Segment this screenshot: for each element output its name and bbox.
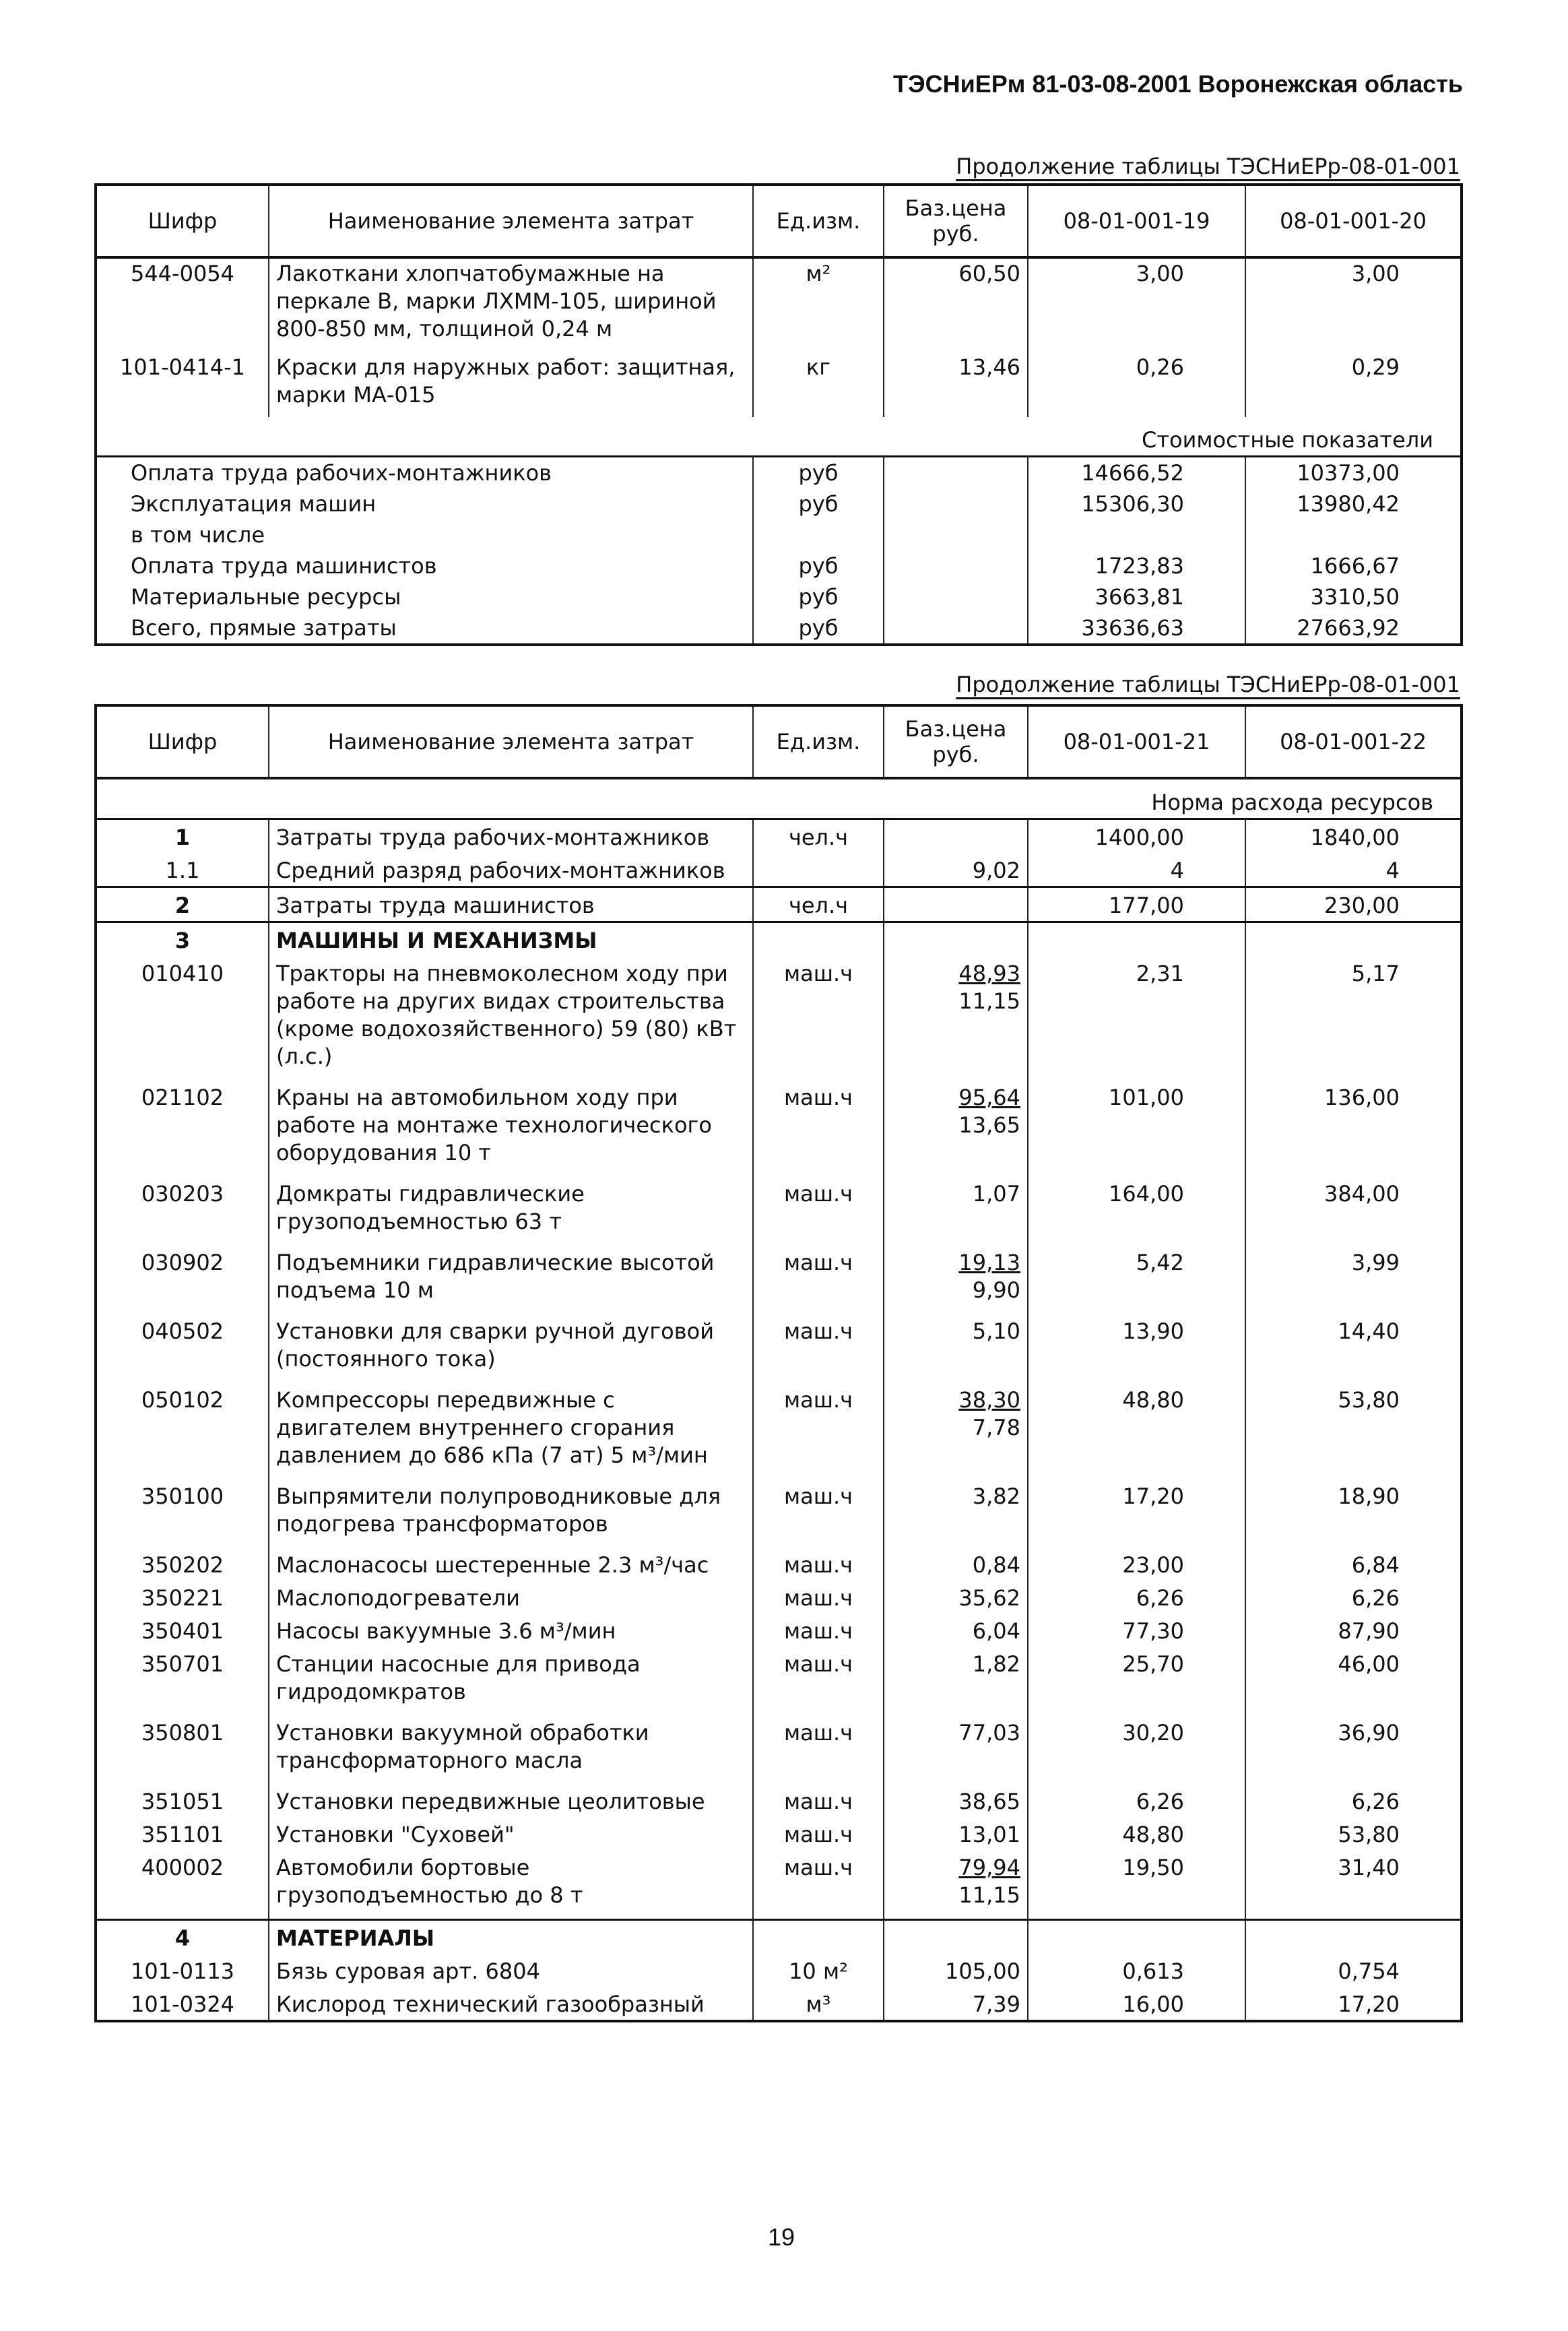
column-header-price: Баз.цена руб. [884, 705, 1028, 778]
base-price-secondary: 11,15 [958, 1882, 1020, 1908]
value-21: 1400,00 [1028, 819, 1245, 854]
table-header-row [96, 705, 1462, 778]
base-price [884, 457, 1028, 489]
base-price-secondary: 7,78 [972, 1415, 1020, 1440]
column-header-code-20: 08-01-001-20 [1245, 185, 1462, 257]
value-22: 18,90 [1245, 1479, 1462, 1547]
resource-name: Затраты труда машинистов [269, 887, 753, 922]
unit: руб [753, 581, 884, 612]
base-price: 105,00 [884, 1954, 1028, 1987]
resource-code: 350801 [96, 1715, 269, 1784]
base-price: 77,03 [884, 1715, 1028, 1784]
table-row [96, 1547, 1462, 1580]
resource-code: 1 [96, 819, 269, 854]
value-20 [1245, 519, 1462, 550]
base-price [884, 819, 1028, 854]
cost-table-2 [94, 704, 1463, 2022]
unit: руб [753, 457, 884, 489]
table-row [96, 1954, 1462, 1987]
unit: маш.ч [753, 1817, 884, 1850]
base-price [884, 581, 1028, 612]
base-price [884, 612, 1028, 645]
value-22: 230,00 [1245, 887, 1462, 922]
unit: маш.ч [753, 1382, 884, 1479]
value-21: 6,26 [1028, 1784, 1245, 1817]
summary-label: Всего, прямые затраты [96, 612, 753, 645]
section-title: Норма расхода ресурсов [96, 778, 1462, 819]
resource-name: Лакоткани хлопчатобумажные на перкале В, марки ЛХММ-105, шириной 800-850 мм, толщиной 0,24 м [269, 257, 753, 352]
value-22: 36,90 [1245, 1715, 1462, 1784]
resource-name: Маслонасосы шестеренные 2.3 м³/час [269, 1547, 753, 1580]
unit: маш.ч [753, 1547, 884, 1580]
base-price: 0,84 [884, 1547, 1028, 1580]
unit: чел.ч [753, 887, 884, 922]
value-22: 4 [1245, 853, 1462, 887]
table-row [96, 1080, 1462, 1176]
value-21: 5,42 [1028, 1245, 1245, 1314]
table-row [96, 1784, 1462, 1817]
value-21: 2,31 [1028, 956, 1245, 1080]
base-price: 48,93 [958, 961, 1020, 986]
resource-name: Установки "Суховей" [269, 1817, 753, 1850]
base-price: 13,01 [884, 1817, 1028, 1850]
base-price-cell [884, 1850, 1028, 1920]
value-21: 25,70 [1028, 1647, 1245, 1715]
value-20: 3,00 [1245, 257, 1462, 352]
value-21: 17,20 [1028, 1479, 1245, 1547]
base-price: 38,30 [958, 1387, 1020, 1413]
base-price: 13,46 [884, 352, 1028, 417]
table-row [96, 1245, 1462, 1314]
unit: 10 м² [753, 1954, 884, 1987]
summary-row [96, 488, 1462, 519]
value-22: 1840,00 [1245, 819, 1462, 854]
page-number: 19 [768, 2223, 795, 2251]
unit: маш.ч [753, 1479, 884, 1547]
base-price: 60,50 [884, 257, 1028, 352]
section-row [96, 417, 1462, 457]
base-price-secondary: 9,90 [972, 1277, 1020, 1303]
value-21: 23,00 [1028, 1547, 1245, 1580]
unit: чел.ч [753, 819, 884, 854]
resource-code: 350701 [96, 1647, 269, 1715]
resource-code: 101-0324 [96, 1987, 269, 2021]
value-22: 31,40 [1245, 1850, 1462, 1920]
value-22: 17,20 [1245, 1987, 1462, 2021]
table-row [96, 1715, 1462, 1784]
base-price: 19,13 [958, 1250, 1020, 1275]
table-row [96, 1176, 1462, 1245]
table-row [96, 1382, 1462, 1479]
column-header-name: Наименование элемента затрат [269, 185, 753, 257]
value-22: 53,80 [1245, 1382, 1462, 1479]
unit: руб [753, 612, 884, 645]
summary-row [96, 457, 1462, 489]
resource-name: Маслоподогреватели [269, 1580, 753, 1614]
resource-code: 010410 [96, 956, 269, 1080]
column-header-name: Наименование элемента затрат [269, 705, 753, 778]
value-19: 1723,83 [1028, 550, 1245, 581]
unit: руб [753, 488, 884, 519]
value-22 [1245, 1920, 1462, 1954]
value-22: 46,00 [1245, 1647, 1462, 1715]
table2-caption: Продолжение таблицы ТЭСНиЕРр-08-01-001 [956, 672, 1460, 697]
base-price-secondary: 13,65 [958, 1112, 1020, 1138]
table-row [96, 1920, 1462, 1954]
base-price: 7,39 [884, 1987, 1028, 2021]
resource-code: 1.1 [96, 853, 269, 887]
unit: маш.ч [753, 956, 884, 1080]
resource-code: 040502 [96, 1314, 269, 1382]
table-row [96, 257, 1462, 352]
table-row [96, 1314, 1462, 1382]
summary-row [96, 612, 1462, 645]
value-19: 0,26 [1028, 352, 1245, 417]
value-22 [1245, 922, 1462, 957]
value-22: 6,84 [1245, 1547, 1462, 1580]
value-21: 6,26 [1028, 1580, 1245, 1614]
base-price: 5,10 [884, 1314, 1028, 1382]
value-21: 16,00 [1028, 1987, 1245, 2021]
resource-code: 030203 [96, 1176, 269, 1245]
table-row [96, 956, 1462, 1080]
base-price [884, 922, 1028, 957]
unit: маш.ч [753, 1850, 884, 1920]
resource-name: Насосы вакуумные 3.6 м³/мин [269, 1614, 753, 1647]
unit [753, 1920, 884, 1954]
table-row [96, 1850, 1462, 1920]
resource-name: Краны на автомобильном ходу при работе на монтаже технологического оборудования 10 т [269, 1080, 753, 1176]
base-price-secondary: 11,15 [958, 988, 1020, 1014]
table-header-row [96, 185, 1462, 257]
value-21: 19,50 [1028, 1850, 1245, 1920]
column-header-unit: Ед.изм. [753, 705, 884, 778]
unit [753, 853, 884, 887]
unit: маш.ч [753, 1080, 884, 1176]
unit: маш.ч [753, 1245, 884, 1314]
resource-name: Выпрямители полупроводниковые для подогрева трансформаторов [269, 1479, 753, 1547]
summary-label: в том числе [96, 519, 753, 550]
base-price [884, 887, 1028, 922]
resource-name: Затраты труда рабочих-монтажников [269, 819, 753, 854]
base-price: 1,82 [884, 1647, 1028, 1715]
resource-name: Кислород технический газообразный [269, 1987, 753, 2021]
value-20: 10373,00 [1245, 457, 1462, 489]
base-price [884, 488, 1028, 519]
value-20: 27663,92 [1245, 612, 1462, 645]
unit: маш.ч [753, 1176, 884, 1245]
value-22: 6,26 [1245, 1784, 1462, 1817]
resource-code: 350401 [96, 1614, 269, 1647]
table-row [96, 1987, 1462, 2021]
base-price: 3,82 [884, 1479, 1028, 1547]
resource-code: 351101 [96, 1817, 269, 1850]
unit: маш.ч [753, 1314, 884, 1382]
resource-name: Подъемники гидравлические высотой подъема 10 м [269, 1245, 753, 1314]
resource-name: МАШИНЫ И МЕХАНИЗМЫ [269, 922, 753, 957]
table1-caption: Продолжение таблицы ТЭСНиЕРр-08-01-001 [956, 154, 1460, 179]
resource-code: 2 [96, 887, 269, 922]
value-20: 3310,50 [1245, 581, 1462, 612]
value-19: 3,00 [1028, 257, 1245, 352]
value-20: 1666,67 [1245, 550, 1462, 581]
document-header-title: ТЭСНиЕРм 81-03-08-2001 Воронежская область [893, 70, 1463, 98]
table-row [96, 1647, 1462, 1715]
value-22: 384,00 [1245, 1176, 1462, 1245]
column-header-code-22: 08-01-001-22 [1245, 705, 1462, 778]
unit: маш.ч [753, 1715, 884, 1784]
column-header-unit: Ед.изм. [753, 185, 884, 257]
base-price: 6,04 [884, 1614, 1028, 1647]
summary-row [96, 519, 1462, 550]
table-row [96, 352, 1462, 417]
resource-code: 4 [96, 1920, 269, 1954]
resource-name: Автомобили бортовые грузоподъемностью до 8 т [269, 1850, 753, 1920]
value-21: 0,613 [1028, 1954, 1245, 1987]
unit [753, 519, 884, 550]
value-21: 101,00 [1028, 1080, 1245, 1176]
value-22: 0,754 [1245, 1954, 1462, 1987]
base-price-cell [884, 956, 1028, 1080]
unit: руб [753, 550, 884, 581]
summary-label: Оплата труда рабочих-монтажников [96, 457, 753, 489]
base-price-cell [884, 1382, 1028, 1479]
value-21: 164,00 [1028, 1176, 1245, 1245]
table-row [96, 819, 1462, 854]
unit: м³ [753, 1987, 884, 2021]
value-21: 48,80 [1028, 1817, 1245, 1850]
base-price-cell [884, 1245, 1028, 1314]
resource-code: 101-0414-1 [96, 352, 269, 417]
resource-name: Станции насосные для привода гидродомкратов [269, 1647, 753, 1715]
value-21: 177,00 [1028, 887, 1245, 922]
table-row [96, 922, 1462, 957]
unit: маш.ч [753, 1614, 884, 1647]
unit: м² [753, 257, 884, 352]
unit: маш.ч [753, 1784, 884, 1817]
cost-table-1 [94, 183, 1463, 646]
unit: маш.ч [753, 1647, 884, 1715]
section-title: Стоимостные показатели [96, 417, 1462, 457]
value-21 [1028, 1920, 1245, 1954]
resource-name: Установки вакуумной обработки трансформаторного масла [269, 1715, 753, 1784]
value-19 [1028, 519, 1245, 550]
value-21: 4 [1028, 853, 1245, 887]
base-price: 95,64 [958, 1085, 1020, 1110]
table-row [96, 1580, 1462, 1614]
table-row [96, 1817, 1462, 1850]
summary-label: Материальные ресурсы [96, 581, 753, 612]
resource-code: 050102 [96, 1382, 269, 1479]
value-21: 48,80 [1028, 1382, 1245, 1479]
section-row [96, 778, 1462, 819]
unit: маш.ч [753, 1580, 884, 1614]
table-row [96, 1614, 1462, 1647]
resource-name: Домкраты гидравлические грузоподъемностью 63 т [269, 1176, 753, 1245]
resource-name: Компрессоры передвижные с двигателем внутреннего сгорания давлением до 686 кПа (7 ат) 5 м³/мин [269, 1382, 753, 1479]
summary-row [96, 550, 1462, 581]
resource-code: 544-0054 [96, 257, 269, 352]
column-header-code-21: 08-01-001-21 [1028, 705, 1245, 778]
unit [753, 922, 884, 957]
summary-row [96, 581, 1462, 612]
base-price: 9,02 [884, 853, 1028, 887]
value-20: 0,29 [1245, 352, 1462, 417]
value-22: 6,26 [1245, 1580, 1462, 1614]
value-22: 5,17 [1245, 956, 1462, 1080]
resource-name: Бязь суровая арт. 6804 [269, 1954, 753, 1987]
base-price: 1,07 [884, 1176, 1028, 1245]
resource-code: 101-0113 [96, 1954, 269, 1987]
base-price [884, 519, 1028, 550]
table-row [96, 887, 1462, 922]
base-price: 79,94 [958, 1855, 1020, 1880]
value-22: 53,80 [1245, 1817, 1462, 1850]
resource-name: Тракторы на пневмоколесном ходу при работе на других видах строительства (кроме водохозяйственного) 59 (80) кВт (л.с.) [269, 956, 753, 1080]
value-22: 87,90 [1245, 1614, 1462, 1647]
table-row [96, 1479, 1462, 1547]
column-header-code: Шифр [96, 705, 269, 778]
base-price [884, 1920, 1028, 1954]
summary-label: Оплата труда машинистов [96, 550, 753, 581]
value-19: 14666,52 [1028, 457, 1245, 489]
base-price [884, 550, 1028, 581]
unit: кг [753, 352, 884, 417]
resource-name: Средний разряд рабочих-монтажников [269, 853, 753, 887]
value-22: 136,00 [1245, 1080, 1462, 1176]
resource-code: 3 [96, 922, 269, 957]
column-header-code: Шифр [96, 185, 269, 257]
column-header-price: Баз.цена руб. [884, 185, 1028, 257]
column-header-code-19: 08-01-001-19 [1028, 185, 1245, 257]
summary-label: Эксплуатация машин [96, 488, 753, 519]
value-21 [1028, 922, 1245, 957]
value-19: 15306,30 [1028, 488, 1245, 519]
resource-code: 400002 [96, 1850, 269, 1920]
value-21: 30,20 [1028, 1715, 1245, 1784]
value-22: 3,99 [1245, 1245, 1462, 1314]
value-22: 14,40 [1245, 1314, 1462, 1382]
value-21: 13,90 [1028, 1314, 1245, 1382]
resource-code: 030902 [96, 1245, 269, 1314]
resource-code: 350221 [96, 1580, 269, 1614]
resource-name: МАТЕРИАЛЫ [269, 1920, 753, 1954]
value-19: 3663,81 [1028, 581, 1245, 612]
resource-name: Установки для сварки ручной дуговой (постоянного тока) [269, 1314, 753, 1382]
resource-name: Установки передвижные цеолитовые [269, 1784, 753, 1817]
resource-code: 021102 [96, 1080, 269, 1176]
value-19: 33636,63 [1028, 612, 1245, 645]
resource-name: Краски для наружных работ: защитная, марки МА-015 [269, 352, 753, 417]
table-row [96, 853, 1462, 887]
resource-code: 351051 [96, 1784, 269, 1817]
value-21: 77,30 [1028, 1614, 1245, 1647]
value-20: 13980,42 [1245, 488, 1462, 519]
resource-code: 350202 [96, 1547, 269, 1580]
base-price: 38,65 [884, 1784, 1028, 1817]
base-price-cell [884, 1080, 1028, 1176]
resource-code: 350100 [96, 1479, 269, 1547]
base-price: 35,62 [884, 1580, 1028, 1614]
